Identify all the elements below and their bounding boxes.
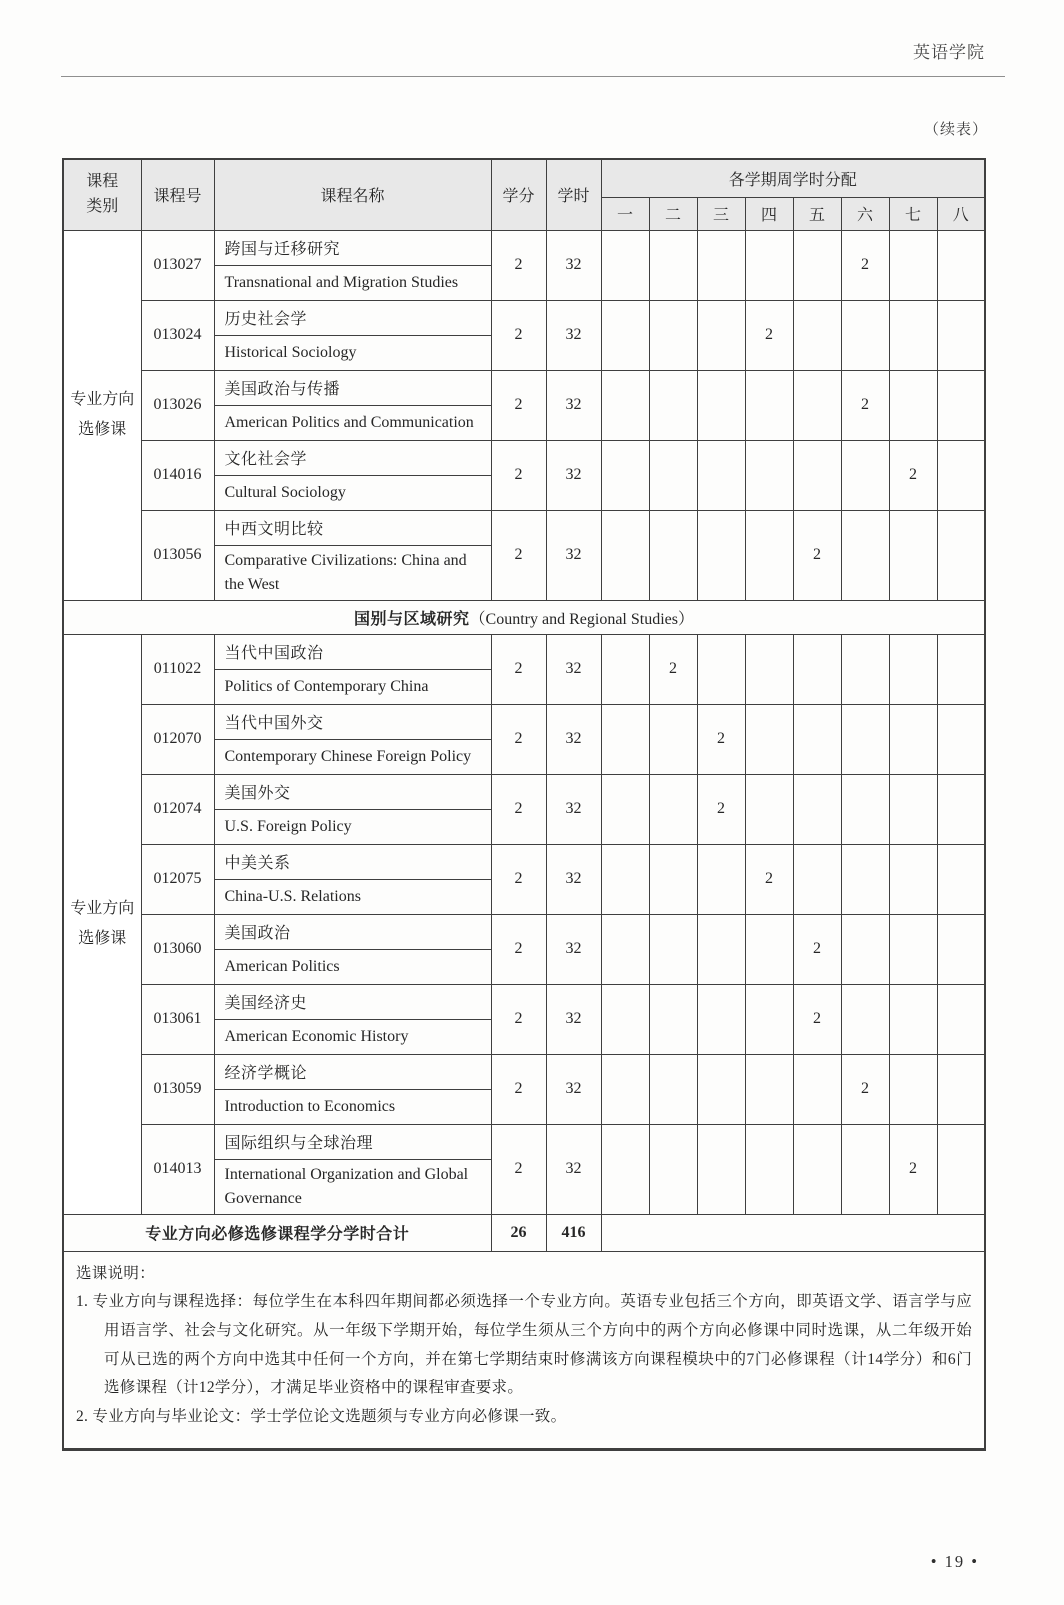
- course-name-en: American Politics: [224, 957, 340, 975]
- table-body: [63, 230, 985, 1214]
- semester-1-hours: [601, 1124, 649, 1214]
- course-hours: 32: [546, 634, 601, 704]
- semester-3-hours: [697, 1054, 745, 1124]
- course-name-en: American Economic History: [224, 1027, 409, 1045]
- table-row: [63, 510, 985, 600]
- table-row: [63, 704, 985, 774]
- semester-3-hours: 2: [697, 774, 745, 844]
- semester-8-hours: [937, 300, 985, 370]
- course-name-cn: 美国外交: [215, 775, 491, 810]
- course-name-cn: 美国经济史: [215, 985, 491, 1020]
- table-row: [63, 1054, 985, 1124]
- semester-8-hours: [937, 634, 985, 704]
- semester-1-hours: [601, 634, 649, 704]
- column-header-category: 课程类别: [63, 159, 141, 230]
- course-hours: 32: [546, 230, 601, 300]
- course-name-en: American Politics and Communication: [224, 413, 474, 431]
- semester-2-hours: [649, 984, 697, 1054]
- semester-4-hours: [745, 1054, 793, 1124]
- column-header-sem-4: 四: [745, 197, 793, 230]
- section-divider-title-en: （Country and Regional Studies）: [469, 610, 694, 628]
- semester-6-hours: 2: [841, 230, 889, 300]
- curriculum-table-container: [62, 158, 985, 1451]
- category-label: 专业方向选修课: [70, 390, 135, 438]
- semester-6-hours: [841, 704, 889, 774]
- course-number: 013056: [141, 510, 214, 600]
- semester-2-hours: [649, 704, 697, 774]
- course-name-en: Introduction to Economics: [224, 1097, 396, 1115]
- semester-1-hours: [601, 774, 649, 844]
- course-credits: 2: [491, 704, 546, 774]
- table-row: [63, 844, 985, 914]
- semester-7-hours: [889, 984, 937, 1054]
- semester-7-hours: [889, 844, 937, 914]
- semester-2-hours: [649, 844, 697, 914]
- semester-5-hours: [793, 300, 841, 370]
- course-hours: 32: [546, 1124, 601, 1214]
- course-number: 013027: [141, 230, 214, 300]
- semester-3-hours: [697, 1124, 745, 1214]
- course-number: 011022: [141, 634, 214, 704]
- category-cell: [63, 230, 141, 600]
- course-hours: 32: [546, 1054, 601, 1124]
- course-name-cn: 经济学概论: [215, 1055, 491, 1090]
- course-hours: 32: [546, 844, 601, 914]
- course-number: 012070: [141, 704, 214, 774]
- semester-3-hours: [697, 440, 745, 510]
- semester-8-hours: [937, 774, 985, 844]
- semester-7-hours: [889, 634, 937, 704]
- course-name-en: International Organization and Global Governance: [224, 1165, 469, 1207]
- total-row: [63, 1214, 985, 1251]
- total-credits: 26: [491, 1214, 546, 1251]
- notes-cell: [63, 1251, 985, 1449]
- semester-4-hours: 2: [745, 300, 793, 370]
- course-number: 013026: [141, 370, 214, 440]
- semester-6-hours: 2: [841, 1054, 889, 1124]
- semester-7-hours: [889, 774, 937, 844]
- semester-4-hours: [745, 914, 793, 984]
- course-name-cell: [214, 370, 491, 440]
- semester-6-hours: [841, 844, 889, 914]
- course-name-cell: [214, 704, 491, 774]
- course-name-cn: 美国政治: [215, 915, 491, 950]
- page-number: • 19 •: [930, 1552, 979, 1571]
- table-row: [63, 634, 985, 704]
- course-name-cell: [214, 510, 491, 600]
- column-header-sem-5: 五: [793, 197, 841, 230]
- course-name-cn: 中西文明比较: [215, 511, 491, 546]
- course-number: 014013: [141, 1124, 214, 1214]
- total-label: 专业方向必修选修课程学分学时合计: [63, 1214, 491, 1251]
- semester-2-hours: 2: [649, 634, 697, 704]
- semester-2-hours: [649, 300, 697, 370]
- semester-1-hours: [601, 844, 649, 914]
- course-credits: 2: [491, 300, 546, 370]
- course-credits: 2: [491, 914, 546, 984]
- semester-2-hours: [649, 230, 697, 300]
- semester-3-hours: [697, 370, 745, 440]
- course-number: 013060: [141, 914, 214, 984]
- semester-5-hours: [793, 1124, 841, 1214]
- semester-5-hours: [793, 440, 841, 510]
- table-row: [63, 230, 985, 300]
- course-name-en: China-U.S. Relations: [224, 887, 361, 905]
- semester-7-hours: [889, 510, 937, 600]
- course-credits: 2: [491, 1054, 546, 1124]
- semester-6-hours: [841, 300, 889, 370]
- column-header-semester-group: 各学期周学时分配: [601, 159, 985, 197]
- semester-2-hours: [649, 774, 697, 844]
- semester-5-hours: [793, 1054, 841, 1124]
- semester-8-hours: [937, 1054, 985, 1124]
- course-name-cell: [214, 1054, 491, 1124]
- course-name-en: Historical Sociology: [224, 343, 357, 361]
- semester-5-hours: [793, 230, 841, 300]
- semester-7-hours: 2: [889, 440, 937, 510]
- semester-1-hours: [601, 510, 649, 600]
- section-divider-row: [63, 600, 985, 634]
- semester-5-hours: [793, 774, 841, 844]
- semester-3-hours: [697, 844, 745, 914]
- curriculum-table: [62, 158, 986, 1451]
- table-row: [63, 984, 985, 1054]
- course-hours: 32: [546, 510, 601, 600]
- semester-6-hours: [841, 774, 889, 844]
- column-header-course-no: 课程号: [141, 159, 214, 230]
- semester-5-hours: 2: [793, 914, 841, 984]
- course-name-cell: [214, 774, 491, 844]
- course-hours: 32: [546, 440, 601, 510]
- course-name-cell: [214, 230, 491, 300]
- course-name-cn: 美国政治与传播: [215, 371, 491, 406]
- total-empty-cell: [601, 1214, 985, 1251]
- table-row: [63, 440, 985, 510]
- semester-5-hours: [793, 370, 841, 440]
- semester-8-hours: [937, 370, 985, 440]
- semester-3-hours: [697, 510, 745, 600]
- semester-1-hours: [601, 984, 649, 1054]
- column-header-sem-2: 二: [649, 197, 697, 230]
- course-name-en: Contemporary Chinese Foreign Policy: [224, 747, 472, 765]
- course-hours: 32: [546, 984, 601, 1054]
- semester-7-hours: [889, 370, 937, 440]
- course-credits: 2: [491, 634, 546, 704]
- course-credits: 2: [491, 844, 546, 914]
- column-header-hours: 学时: [546, 159, 601, 230]
- semester-7-hours: 2: [889, 1124, 937, 1214]
- semester-1-hours: [601, 914, 649, 984]
- course-credits: 2: [491, 370, 546, 440]
- semester-4-hours: [745, 704, 793, 774]
- course-credits: 2: [491, 230, 546, 300]
- semester-8-hours: [937, 510, 985, 600]
- semester-1-hours: [601, 704, 649, 774]
- course-name-cn: 当代中国政治: [215, 635, 491, 670]
- semester-1-hours: [601, 230, 649, 300]
- column-header-sem-6: 六: [841, 197, 889, 230]
- semester-2-hours: [649, 510, 697, 600]
- course-hours: 32: [546, 370, 601, 440]
- semester-4-hours: [745, 634, 793, 704]
- semester-6-hours: [841, 510, 889, 600]
- table-row: [63, 914, 985, 984]
- course-credits: 2: [491, 774, 546, 844]
- semester-8-hours: [937, 844, 985, 914]
- semester-7-hours: [889, 1054, 937, 1124]
- column-header-sem-7: 七: [889, 197, 937, 230]
- course-name-cell: [214, 440, 491, 510]
- table-row: [63, 370, 985, 440]
- category-cell: [63, 634, 141, 1214]
- course-number: 013059: [141, 1054, 214, 1124]
- course-hours: 32: [546, 774, 601, 844]
- semester-6-hours: [841, 984, 889, 1054]
- semester-4-hours: [745, 1124, 793, 1214]
- page-header-title: 英语学院: [913, 43, 985, 62]
- column-header-sem-1: 一: [601, 197, 649, 230]
- course-name-cn: 历史社会学: [215, 301, 491, 336]
- course-name-en: Transnational and Migration Studies: [224, 273, 459, 291]
- semester-2-hours: [649, 914, 697, 984]
- semester-2-hours: [649, 1124, 697, 1214]
- note-item-1: 1. 专业方向与课程选择：每位学生在本科四年期间都必须选择一个专业方向。英语专业包括三个方向，即英语文学、语言学与应用语言学、社会与文化研究。从一年级下学期开始，每位学生须从三个方向中的两个方向必修课中同时选课，从二年级开始可从已选的两个方向中选其中任何一个方向，并在第七学期结束时修满该方向课程模块中的7门必修课程（计14学分）和6门选修课程（计12学分），才满足毕业资格中的课程审查要求。: [76, 1293, 973, 1397]
- semester-4-hours: [745, 984, 793, 1054]
- semester-5-hours: [793, 704, 841, 774]
- column-header-credits: 学分: [491, 159, 546, 230]
- course-hours: 32: [546, 300, 601, 370]
- course-name-en: Politics of Contemporary China: [224, 677, 429, 695]
- semester-6-hours: [841, 440, 889, 510]
- semester-4-hours: [745, 510, 793, 600]
- course-name-cn: 国际组织与全球治理: [215, 1125, 491, 1160]
- notes-row: [63, 1251, 985, 1449]
- semester-7-hours: [889, 230, 937, 300]
- semester-3-hours: [697, 634, 745, 704]
- semester-2-hours: [649, 440, 697, 510]
- course-name-cn: 当代中国外交: [215, 705, 491, 740]
- course-name-cn: 文化社会学: [215, 441, 491, 476]
- semester-5-hours: [793, 634, 841, 704]
- semester-4-hours: [745, 230, 793, 300]
- semester-4-hours: [745, 370, 793, 440]
- semester-3-hours: [697, 230, 745, 300]
- semester-1-hours: [601, 440, 649, 510]
- semester-4-hours: 2: [745, 844, 793, 914]
- course-credits: 2: [491, 984, 546, 1054]
- table-header: [63, 159, 985, 230]
- semester-8-hours: [937, 230, 985, 300]
- semester-5-hours: 2: [793, 984, 841, 1054]
- semester-1-hours: [601, 300, 649, 370]
- semester-2-hours: [649, 370, 697, 440]
- semester-2-hours: [649, 1054, 697, 1124]
- category-label: 专业方向选修课: [70, 899, 135, 947]
- course-credits: 2: [491, 1124, 546, 1214]
- course-credits: 2: [491, 440, 546, 510]
- course-number: 013061: [141, 984, 214, 1054]
- semester-4-hours: [745, 440, 793, 510]
- course-number: 013024: [141, 300, 214, 370]
- semester-3-hours: [697, 984, 745, 1054]
- course-credits: 2: [491, 510, 546, 600]
- semester-8-hours: [937, 914, 985, 984]
- course-number: 012075: [141, 844, 214, 914]
- course-name-cell: [214, 1124, 491, 1214]
- table-row: [63, 300, 985, 370]
- semester-5-hours: 2: [793, 510, 841, 600]
- notes-title: 选课说明：: [76, 1264, 156, 1282]
- course-name-cell: [214, 300, 491, 370]
- header-rule: [61, 76, 1005, 77]
- semester-7-hours: [889, 300, 937, 370]
- course-name-cell: [214, 984, 491, 1054]
- semester-8-hours: [937, 984, 985, 1054]
- course-number: 014016: [141, 440, 214, 510]
- semester-7-hours: [889, 704, 937, 774]
- semester-1-hours: [601, 370, 649, 440]
- semester-3-hours: [697, 914, 745, 984]
- section-divider-title-cn: 国别与区域研究: [354, 610, 470, 628]
- course-name-cell: [214, 914, 491, 984]
- semester-3-hours: 2: [697, 704, 745, 774]
- course-name-cn: 中美关系: [215, 845, 491, 880]
- course-name-en: U.S. Foreign Policy: [224, 817, 352, 835]
- total-hours: 416: [546, 1214, 601, 1251]
- course-hours: 32: [546, 914, 601, 984]
- semester-8-hours: [937, 440, 985, 510]
- note-item-2: 2. 专业方向与毕业论文：学士学位论文选题须与专业方向必修课一致。: [76, 1407, 567, 1425]
- continued-table-label: （续表）: [923, 122, 988, 138]
- semester-6-hours: [841, 914, 889, 984]
- course-name-cell: [214, 844, 491, 914]
- course-hours: 32: [546, 704, 601, 774]
- course-name-cell: [214, 634, 491, 704]
- table-row: [63, 1124, 985, 1214]
- semester-5-hours: [793, 844, 841, 914]
- course-name-en: Comparative Civilizations: China and the West: [224, 551, 467, 593]
- semester-4-hours: [745, 774, 793, 844]
- semester-1-hours: [601, 1054, 649, 1124]
- column-header-sem-8: 八: [937, 197, 985, 230]
- semester-6-hours: [841, 1124, 889, 1214]
- semester-3-hours: [697, 300, 745, 370]
- section-divider-cell: [63, 600, 985, 634]
- semester-8-hours: [937, 704, 985, 774]
- column-header-course-name: 课程名称: [214, 159, 491, 230]
- column-header-sem-3: 三: [697, 197, 745, 230]
- course-name-cn: 跨国与迁移研究: [215, 231, 491, 266]
- semester-8-hours: [937, 1124, 985, 1214]
- semester-6-hours: 2: [841, 370, 889, 440]
- course-number: 012074: [141, 774, 214, 844]
- course-name-en: Cultural Sociology: [224, 483, 346, 501]
- table-row: [63, 774, 985, 844]
- semester-7-hours: [889, 914, 937, 984]
- semester-6-hours: [841, 634, 889, 704]
